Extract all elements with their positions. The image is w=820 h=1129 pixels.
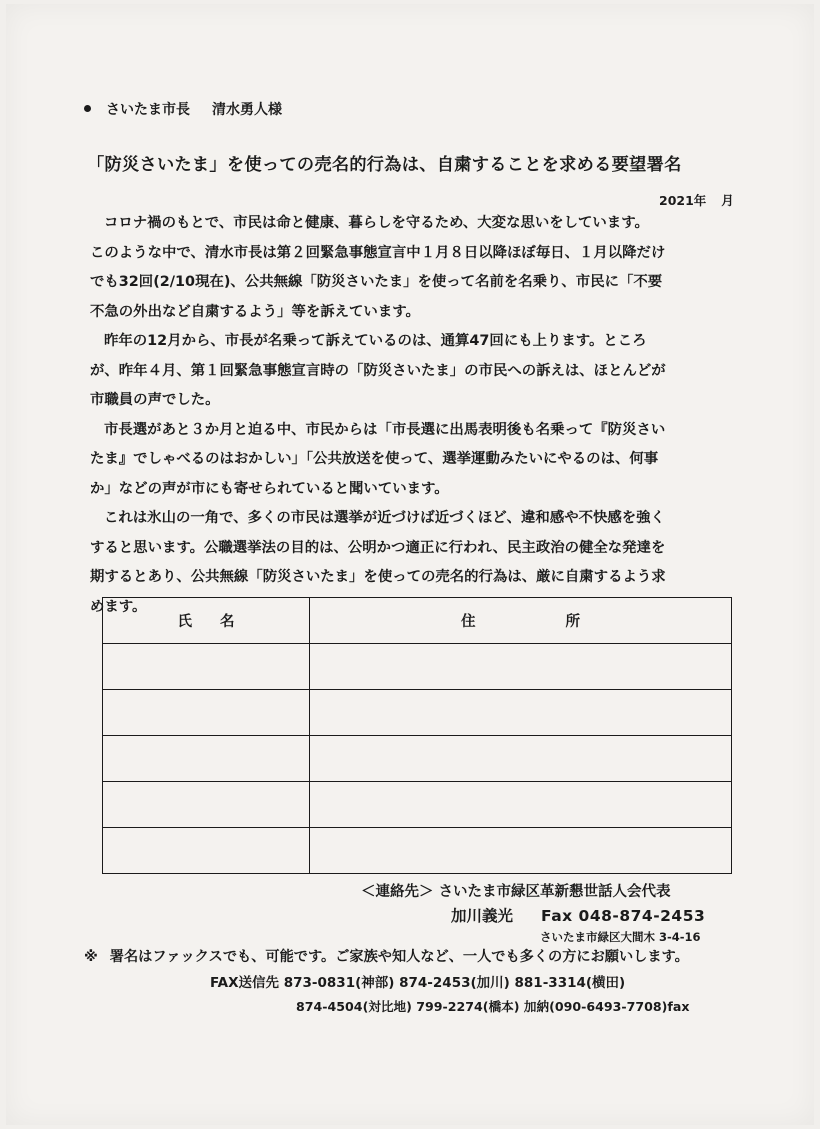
address-cell[interactable] <box>310 736 732 782</box>
body-line: コロナ禍のもとで、市民は命と健康、暮らしを守るため、大変な思いをしています。 <box>104 215 649 231</box>
addressee <box>84 99 282 119</box>
signature-row <box>103 644 732 690</box>
name-cell[interactable] <box>103 644 310 690</box>
contact-line <box>361 880 671 901</box>
signature-row <box>103 828 732 874</box>
header-name: 氏 名 <box>103 598 310 644</box>
body-line: 不急の外出など自粛するよう」等を訴えています。 <box>90 303 420 320</box>
petition-body <box>90 209 738 622</box>
body-line: 市長選があと３か月と迫る中、市民からは「市長選に出馬表明後も名乗って『防災さい <box>104 421 666 438</box>
contact-address: さいたま市緑区大間木 3-4-16 <box>540 930 701 944</box>
addressee-recipient: さいたま市長 <box>106 102 190 118</box>
body-line: が、昨年４月、第１回緊急事態宣言時の「防災さいたま」の市民への訴えは、ほとんどが <box>90 362 666 379</box>
body-line: たま』でしゃべるのはおかしい」「公共放送を使って、選挙運動みたいにやるのは、何事 <box>90 451 659 467</box>
body-line: か」などの声が市にも寄せられていると聞いています。 <box>90 480 449 497</box>
note-text: 署名はファックスでも、可能です。ご家族や知人など、一人でも多くの方にお願いします。 <box>109 949 689 965</box>
header-address: 住 所 <box>310 598 732 644</box>
fax-list-line-2: 874-4504(対比地) 799-2274(橋本) 加納(090-6493-7708)fax <box>296 999 690 1014</box>
name-cell[interactable] <box>103 736 310 782</box>
address-cell[interactable] <box>310 782 732 828</box>
address-cell[interactable] <box>310 828 732 874</box>
address-cell[interactable] <box>310 644 732 690</box>
bullet-icon <box>84 105 91 112</box>
note-line <box>84 946 689 966</box>
body-line: でも32回(2/10現在)、公共無線「防災さいたま」を使って名前を名乗り、市民に「不要 <box>90 274 663 290</box>
fax-list-line-1: FAX送信先 873-0831(神部) 874-2453(加川) 881-3314(横田) <box>210 975 626 991</box>
body-line: このような中で、清水市長は第２回緊急事態宣言中１月８日以降ほぼ毎日、１月以降だけ <box>90 244 666 261</box>
contact-person-line <box>451 904 705 926</box>
signature-row <box>103 736 732 782</box>
date-line <box>659 191 734 209</box>
note-mark: ※ <box>84 949 98 965</box>
name-cell[interactable] <box>103 828 310 874</box>
body-line: これは氷山の一角で、多くの市民は選挙が近づけば近づくほど、違和感や不快感を強く <box>104 510 665 526</box>
body-line: 期するとあり、公共無線「防災さいたま」を使っての売名的行為は、厳に自粛するよう求 <box>90 569 666 585</box>
signature-table <box>102 597 732 874</box>
date-month: 月 <box>721 193 734 208</box>
signature-table-header <box>103 598 732 644</box>
name-cell[interactable] <box>103 690 310 736</box>
date-year: 2021年 <box>659 193 707 208</box>
name-cell[interactable] <box>103 782 310 828</box>
contact-label: ＜連絡先＞ <box>361 884 434 900</box>
contact-org: さいたま市緑区革新懇世話人会代表 <box>438 884 671 900</box>
body-line: 市職員の声でした。 <box>90 392 220 408</box>
document-page <box>6 4 814 1125</box>
signature-row <box>103 782 732 828</box>
body-line: すると思います。公職選挙法の目的は、公明かつ適正に行われ、民主政治の健全な発達を <box>90 539 666 556</box>
body-line: めます。 <box>90 598 147 615</box>
contact-fax: Fax 048-874-2453 <box>541 907 706 925</box>
addressee-name: 清水勇人様 <box>212 102 282 118</box>
contact-person: 加川義光 <box>451 907 514 925</box>
signature-row <box>103 690 732 736</box>
body-line: 昨年の12月から、市長が名乗って訴えているのは、通算47回にも上ります。ところ <box>104 333 647 349</box>
address-cell[interactable] <box>310 690 732 736</box>
document-title: 「防災さいたま」を使っての売名的行為は、自粛することを求める要望署名 <box>87 155 682 175</box>
